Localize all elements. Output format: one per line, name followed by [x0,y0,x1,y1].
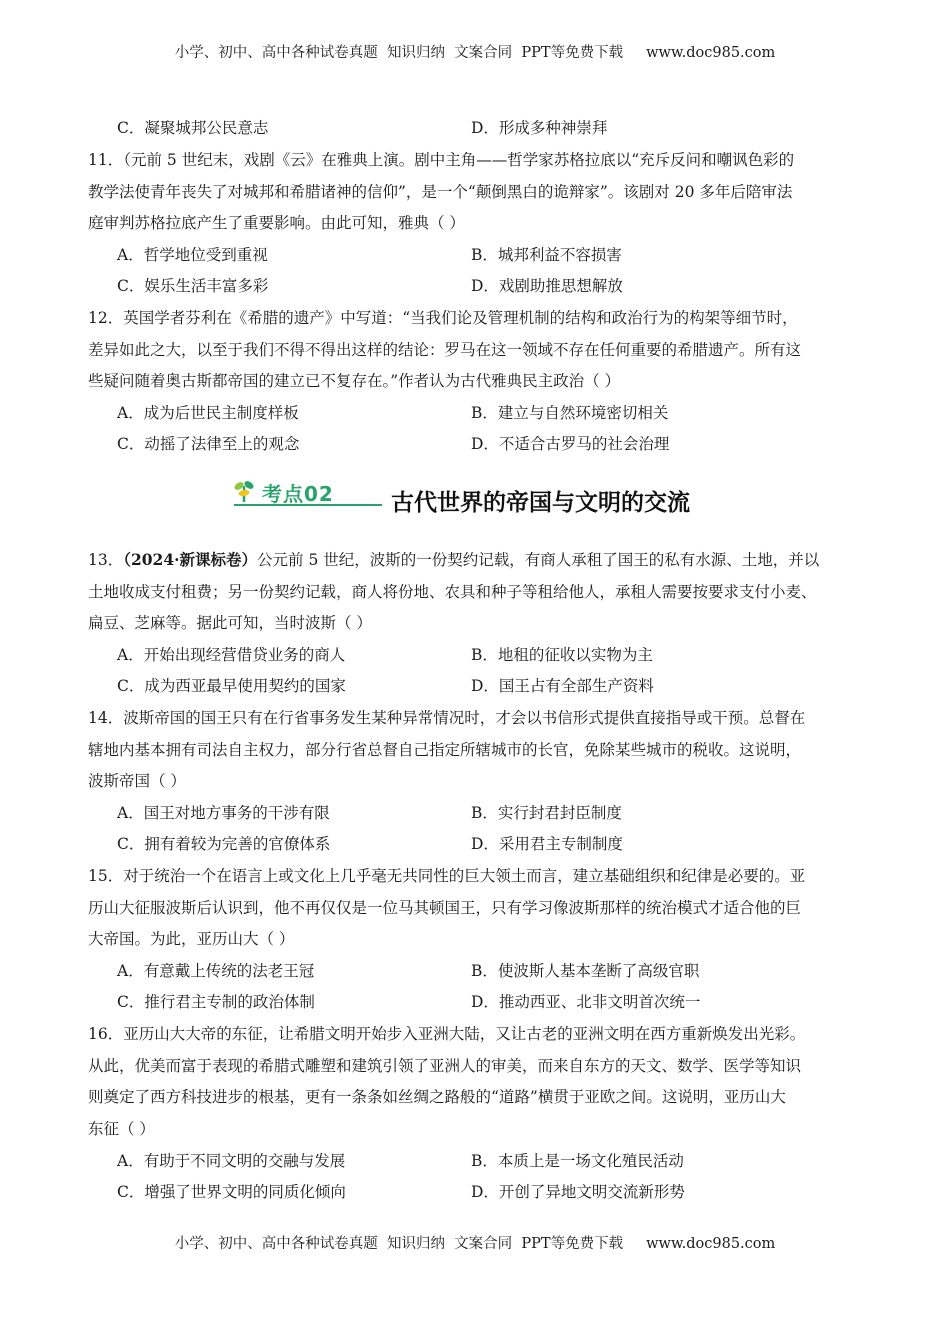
q15-stem-line: 历山大征服波斯后认识到，他不再仅仅是一位马其顿国王，只有学习像波斯那样的统治模式才适合他的巨 [88,899,802,917]
q14-stem-line: 辖地内基本拥有司法自主权力，部分行省总督自己指定所辖城市的长官，免除某些城市的税收。这说明， [88,741,802,759]
q12-stem-line: 差异如此之大，以至于我们不得不得出这样的结论：罗马在这一领域不存在任何重要的希腊遗产。所有这 [88,341,802,359]
q13-stem-first-line [88,550,819,570]
q16-option-a: A．有助于不同文明的交融与发展 [117,1152,346,1170]
q13-source: （2024·新课标卷） [123,550,258,569]
q11-option-b: B．城邦利益不容损害 [471,246,622,264]
q13-option-d: D．国王占有全部生产资料 [471,677,654,695]
q14-option-b: B．实行封君封臣制度 [471,804,622,822]
q14-option-d: D．采用君主专制制度 [471,835,623,853]
q15-stem-line: 大帝国。为此，亚历山大（ ） [88,930,295,948]
section-title: 古代世界的帝国与文明的交流 [391,490,690,516]
q15-stem-line: 15．对于统治一个在语言上或文化上几乎毫无共同性的巨大领土而言，建立基础组织和纪律是必要的。亚 [88,867,806,885]
q12-option-b: B．建立与自然环境密切相关 [471,404,669,422]
q16-option-c: C．增强了世界文明的同质化倾向 [117,1183,346,1201]
q14-stem-line: 波斯帝国（ ） [88,772,186,790]
page-footer: 小学、初中、高中各种试卷真题 知识归纳 文案合同 PPT等免费下载 www.doc985.com [174,1236,776,1252]
q15-option-a: A．有意戴上传统的法老王冠 [117,962,315,980]
q11-option-a: A．哲学地位受到重视 [117,246,268,264]
q16-option-d: D．开创了异地文明交流新形势 [471,1183,685,1201]
q16-stem-line: 从此，优美而富于表现的希腊式雕塑和建筑引领了亚洲人的审美，而来自东方的天文、数学、医学等知识 [88,1057,802,1075]
q13-stem-line: 土地收成支付租费；另一份契约记载，商人将份地、农具和种子等租给他人，承租人需要按要求支付小麦、 [88,583,817,601]
q12-option-c: C．动摇了法律至上的观念 [117,435,300,453]
q13-option-b: B．地租的征收以实物为主 [471,646,653,664]
q16-stem-line: 东征（ ） [88,1120,155,1138]
q16-option-b: B．本质上是一场文化殖民活动 [471,1152,684,1170]
q11-stem-line: 庭审判苏格拉底产生了重要影响。由此可知，雅典（ ） [88,214,465,232]
q11-stem-line: 11．（元前 5 世纪末，戏剧《云》在雅典上演。剧中主角——哲学家苏格拉底以“充斥反问和嘲讽色彩的 [88,151,795,169]
q10-option-d: D．形成多种神崇拜 [471,119,608,137]
q14-option-a: A．国王对地方事务的干涉有限 [117,804,330,822]
q12-option-d: D．不适合古罗马的社会治理 [471,435,670,453]
sprout-icon [233,480,255,502]
section-badge-label: 考点02 [262,482,334,506]
q12-option-a: A．成为后世民主制度样板 [117,404,299,422]
q12-stem-line: 些疑问随着奥古斯都帝国的建立已不复存在。”作者认为古代雅典民主政治（ ） [88,372,621,390]
q11-stem-line: 教学法使青年丧失了对城邦和希腊诸神的信仰”，是一个“颠倒黑白的诡辩家”。该剧对 20 多年后陪审法 [88,183,793,201]
q13-option-c: C．成为西亚最早使用契约的国家 [117,677,346,695]
q16-stem-line: 16．亚历山大大帝的东征，让希腊文明开始步入亚洲大陆，又让古老的亚洲文明在西方重新焕发出光彩。 [88,1025,806,1043]
q11-option-d: D．戏剧助推思想解放 [471,277,623,295]
page-header: 小学、初中、高中各种试卷真题 知识归纳 文案合同 PPT等免费下载 www.doc985.com [174,45,776,61]
q15-option-b: B．使波斯人基本垄断了高级官职 [471,962,700,980]
q14-stem-line: 14．波斯帝国的国王只有在行省事务发生某种异常情况时，才会以书信形式提供直接指导或干预。总督在 [88,709,806,727]
q11-option-c: C．娱乐生活丰富多彩 [117,277,269,295]
q15-option-c: C．推行君主专制的政治体制 [117,993,315,1011]
q13-stem-line: 扁豆、芝麻等。据此可知，当时波斯（ ） [88,614,372,632]
q13-number: 13． [88,551,124,569]
q13-option-a: A．开始出现经营借贷业务的商人 [117,646,346,664]
q10-option-c: C．凝聚城邦公民意志 [117,119,269,137]
q16-stem-line: 则奠定了西方科技进步的根基，更有一条条如丝绸之路般的“道路”横贯于亚欧之间。这说明，亚历山大 [88,1088,786,1106]
q14-option-c: C．拥有着较为完善的官僚体系 [117,835,331,853]
q12-stem-line: 12．英国学者芬利在《希腊的遗产》中写道：“当我们论及管理机制的结构和政治行为的构架等细节时， [88,309,798,327]
q15-option-d: D．推动西亚、北非文明首次统一 [471,993,701,1011]
q13-stem-text: 公元前 5 世纪，波斯的一份契约记载，有商人承租了国王的私有水源、土地，并以 [257,551,820,569]
